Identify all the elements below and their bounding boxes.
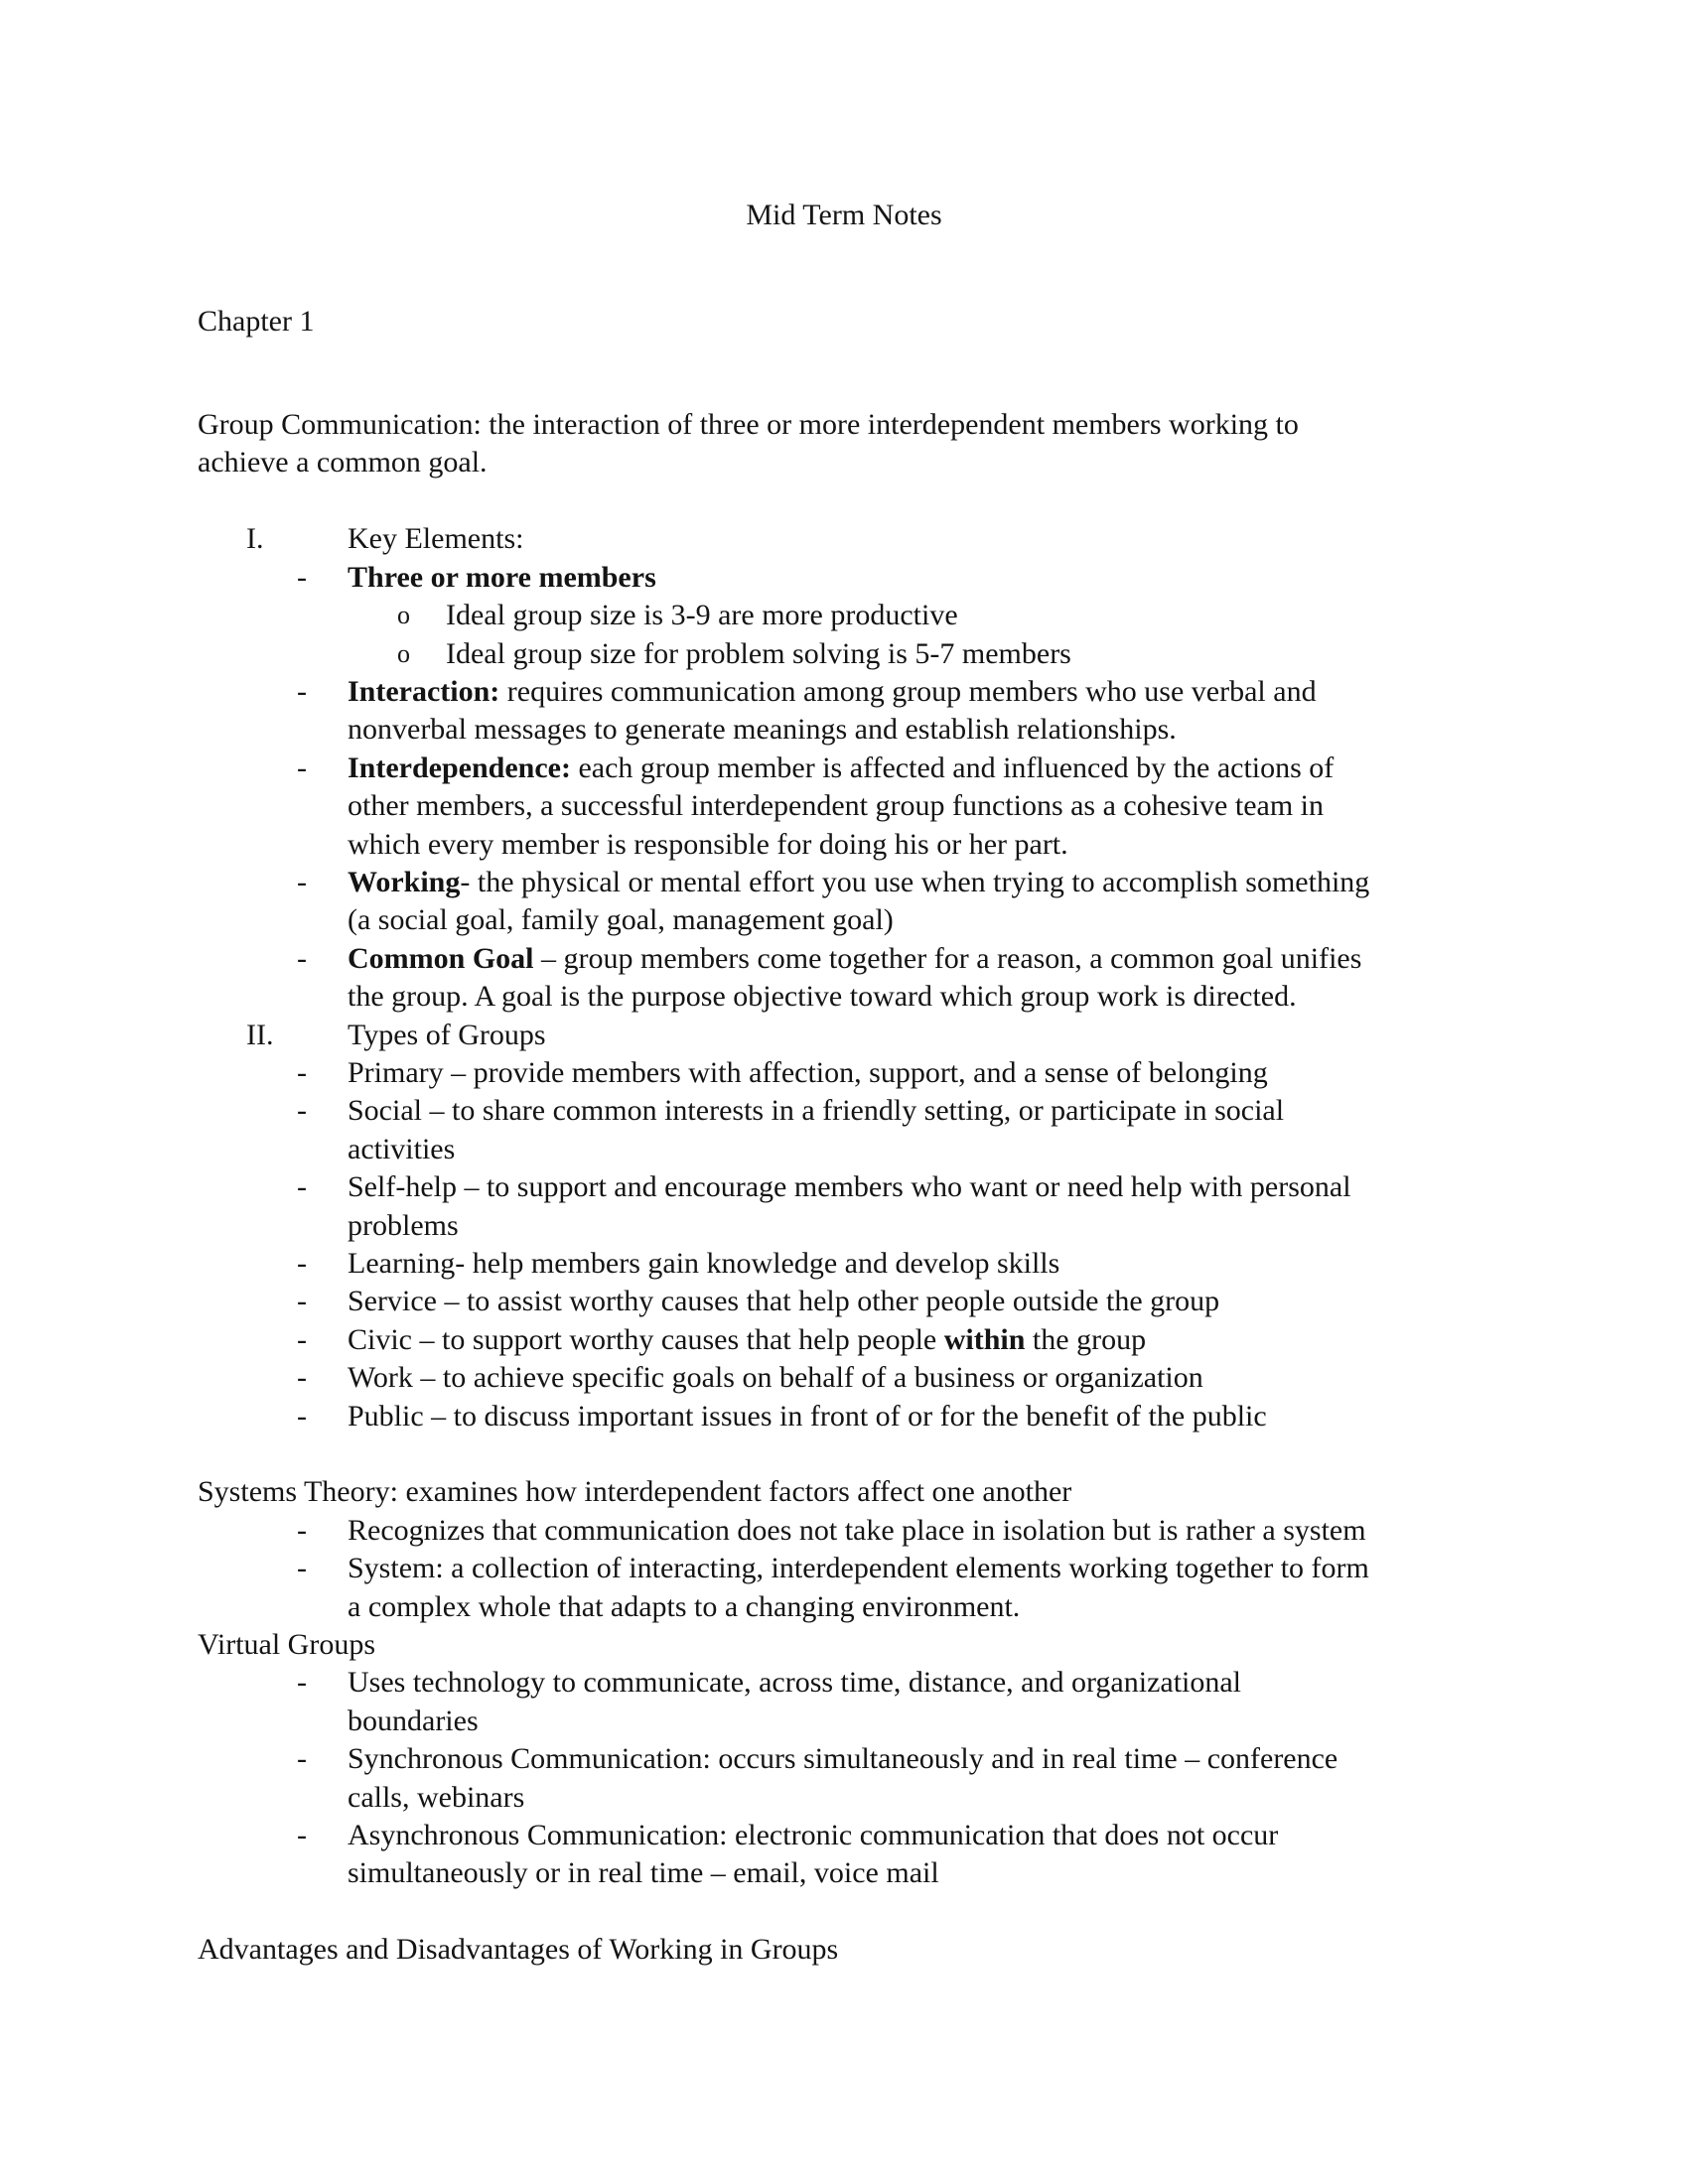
list-item-text: – group members come together for a reason, a common goal unifies [533, 942, 1362, 975]
list-item-text: a complex whole that adapts to a changing environment. [348, 1590, 1021, 1623]
dash-bullet: - [297, 1285, 307, 1317]
virtual-groups-heading: Virtual Groups [198, 1628, 376, 1661]
systems-theory-heading: Systems Theory: examines how interdependent factors affect one another [198, 1475, 1072, 1508]
list-item [348, 673, 1317, 711]
section-numeral: I. [246, 522, 264, 555]
dash-bullet: - [297, 1666, 307, 1699]
list-item: Asynchronous Communication: electronic communication that does not occur [348, 1819, 1279, 1851]
dash-bullet: - [297, 1400, 307, 1433]
dash-bullet: - [297, 1056, 307, 1089]
list-item-term: Interdependence: [348, 751, 571, 784]
definition-line: Group Communication: the interaction of three or more interdependent members working to [198, 408, 1299, 441]
dash-bullet: - [297, 1323, 307, 1356]
dash-bullet: - [297, 561, 307, 594]
list-item: Primary – provide members with affection, support, and a sense of belonging [348, 1056, 1268, 1089]
list-item-text: which every member is responsible for doing his or her part. [348, 828, 1068, 861]
list-item-text: Civic – to support worthy causes that help people [348, 1323, 944, 1356]
list-item-text: requires communication among group members who use verbal and [499, 675, 1317, 708]
list-item: Learning- help members gain knowledge and develop skills [348, 1247, 1060, 1280]
emphasis-word: within [943, 1323, 1026, 1356]
list-item: Service – to assist worthy causes that help other people outside the group [348, 1285, 1220, 1317]
section-heading: Types of Groups [348, 1019, 546, 1051]
dash-bullet: - [297, 866, 307, 898]
circle-bullet: o [397, 601, 410, 629]
list-item [348, 1321, 1146, 1359]
list-item: Recognizes that communication does not take place in isolation but is rather a system [348, 1514, 1366, 1547]
list-item: Social – to share common interests in a friendly setting, or participate in social [348, 1094, 1285, 1127]
dash-bullet: - [297, 1361, 307, 1394]
list-item-term: Three or more members [348, 561, 656, 594]
list-item-text: each group member is affected and influenced by the actions of [570, 751, 1335, 784]
list-item [348, 864, 1369, 901]
dash-bullet: - [297, 675, 307, 708]
list-item [348, 940, 1361, 978]
list-item: Synchronous Communication: occurs simultaneously and in real time – conference [348, 1742, 1338, 1775]
advantages-heading: Advantages and Disadvantages of Working in Groups [198, 1933, 839, 1966]
sub-list-item: Ideal group size is 3-9 are more productive [446, 599, 958, 631]
circle-bullet: o [397, 639, 410, 668]
list-item-text: other members, a successful interdependent group functions as a cohesive team in [348, 789, 1325, 822]
dash-bullet: - [297, 1247, 307, 1280]
list-item: Self-help – to support and encourage members who want or need help with personal [348, 1170, 1351, 1203]
definition-line: achieve a common goal. [198, 446, 488, 478]
list-item: Public – to discuss important issues in front of or for the benefit of the public [348, 1400, 1267, 1433]
chapter-heading: Chapter 1 [198, 305, 315, 338]
dash-bullet: - [297, 1094, 307, 1127]
list-item-text: the group [1025, 1323, 1147, 1356]
list-item-term: Working [348, 866, 461, 898]
dash-bullet: - [297, 1170, 307, 1203]
sub-list-item: Ideal group size for problem solving is 5-7 members [446, 637, 1071, 670]
dash-bullet: - [297, 751, 307, 784]
list-item-text: simultaneously or in real time – email, voice mail [348, 1856, 939, 1889]
list-item-text: activities [348, 1133, 456, 1165]
dash-bullet: - [297, 1819, 307, 1851]
section-heading: Key Elements: [348, 522, 524, 555]
list-item-text: problems [348, 1209, 459, 1242]
dash-bullet: - [297, 942, 307, 975]
list-item: Work – to achieve specific goals on behalf of a business or organization [348, 1361, 1203, 1394]
list-item-text: nonverbal messages to generate meanings and establish relationships. [348, 713, 1177, 746]
list-item-text: boundaries [348, 1705, 479, 1737]
dash-bullet: - [297, 1514, 307, 1547]
list-item-term: Common Goal [348, 942, 534, 975]
dash-bullet: - [297, 1552, 307, 1584]
page-title: Mid Term Notes [746, 199, 942, 231]
list-item-term: Interaction: [348, 675, 500, 708]
list-item-text: - the physical or mental effort you use when trying to accomplish something [460, 866, 1370, 898]
list-item-text: calls, webinars [348, 1781, 525, 1814]
list-item: System: a collection of interacting, interdependent elements working together to form [348, 1552, 1369, 1584]
list-item [348, 750, 1334, 787]
list-item-text: the group. A goal is the purpose objective toward which group work is directed. [348, 980, 1297, 1013]
section-numeral: II. [246, 1019, 274, 1051]
dash-bullet: - [297, 1742, 307, 1775]
list-item: Uses technology to communicate, across time, distance, and organizational [348, 1666, 1242, 1699]
list-item-text: (a social goal, family goal, management goal) [348, 903, 894, 936]
